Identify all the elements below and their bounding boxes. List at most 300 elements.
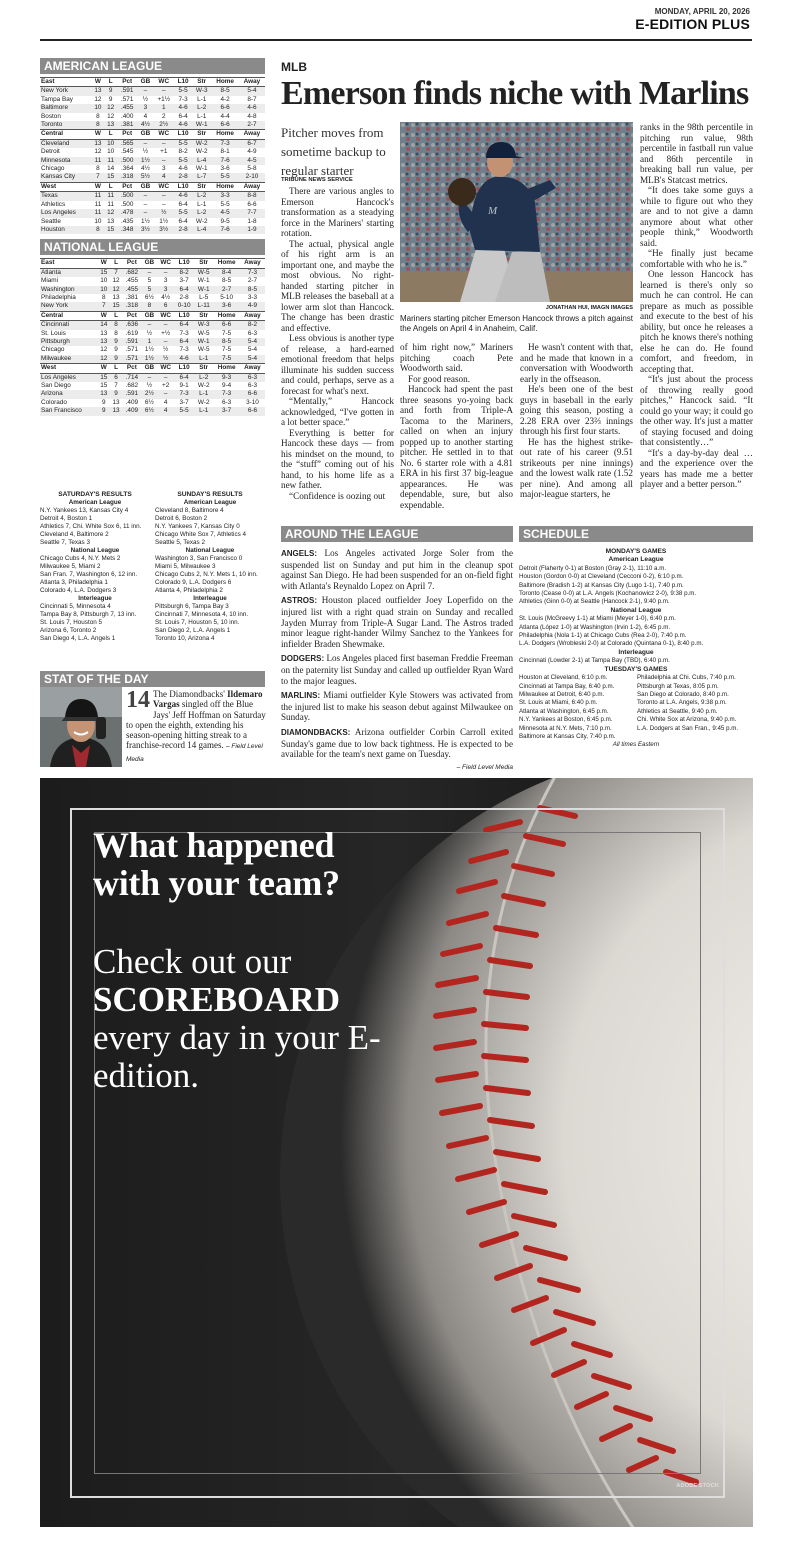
schedule-game: Toronto at L.A. Angels, 9:38 p.m. <box>637 699 727 707</box>
team-stat: 6-4 <box>178 217 188 225</box>
news-team-tag: MARLINS: <box>281 691 321 701</box>
team-stat: 6-4 <box>174 338 194 346</box>
team-stat: 4-5 <box>211 209 239 217</box>
column-header: L <box>104 182 117 191</box>
team-stat: – <box>157 338 174 346</box>
player-photo <box>40 687 122 767</box>
schedule-game: Houston at Cleveland, 6:10 p.m. <box>519 674 608 682</box>
article-paragraph: He has the highest strike-out rate of his career (9.51 strikeouts per nine innings) and the lowest walk rate (1.52 per nine). And among all major-league starters, he <box>520 436 633 499</box>
team-name: Athletics <box>41 200 66 208</box>
team-stat: 3-6 <box>220 165 230 173</box>
team-stat: 15 <box>110 302 122 311</box>
column-header: L10 <box>174 311 194 320</box>
team-stat: W-3 <box>194 321 213 330</box>
news-item <box>281 653 513 686</box>
results-league-header: National League <box>185 547 235 554</box>
team-stat: 8-5 <box>211 87 239 96</box>
team-stat: ½ <box>154 209 174 217</box>
result-line: Cincinnati 7, Minnesota 4, 10 inn. <box>155 611 249 618</box>
team-stat: 3-3 <box>211 192 239 201</box>
team-stat: 2-8 <box>174 226 192 234</box>
ad-line-1: Check out our <box>93 942 292 981</box>
team-stat: 8 <box>92 121 105 130</box>
team-stat: 1½ <box>144 346 154 354</box>
team-stat: 7 <box>98 302 110 311</box>
team-stat: – <box>137 139 153 148</box>
team-name: St. Louis <box>41 329 66 337</box>
column-header: L10 <box>174 130 192 139</box>
team-stat: 5-8 <box>247 165 257 173</box>
team-stat: 4-9 <box>247 148 257 156</box>
team-row <box>40 96 265 104</box>
column-header: Pct <box>122 364 141 373</box>
team-stat: .682 <box>122 268 141 277</box>
result-line: Seattle 5, Texas 2 <box>155 539 205 546</box>
team-stat: 2-7 <box>239 121 265 130</box>
team-stat: ½ <box>157 355 174 364</box>
division-name: Central <box>40 130 92 139</box>
schedule-note: All times Eastern <box>612 741 660 749</box>
ad-line-3: every day in your E-edition. <box>93 1018 381 1095</box>
column-header: WC <box>154 182 174 191</box>
news-team-tag: ANGELS: <box>281 549 317 558</box>
column-header: Home <box>213 364 240 373</box>
team-stat: .619 <box>125 329 139 337</box>
column-header: Str <box>192 182 211 191</box>
team-stat: .500 <box>117 157 137 165</box>
team-stat: .682 <box>125 382 139 389</box>
team-stat: 4½ <box>161 293 171 301</box>
team-row <box>40 286 265 294</box>
schedule-game: St. Louis at Miami, 6:40 p.m. <box>519 699 598 707</box>
team-stat: .591 <box>122 338 141 346</box>
team-stat: – <box>157 373 174 382</box>
column-header: GB <box>137 78 153 87</box>
team-name: New York <box>40 302 98 311</box>
team-stat: 6-6 <box>240 407 265 415</box>
team-stat: .318 <box>117 173 137 182</box>
team-name: Milwaukee <box>40 355 98 364</box>
team-stat: 2-8 <box>179 293 189 301</box>
team-stat: 8 <box>96 165 100 173</box>
team-name: Atlanta <box>40 268 98 277</box>
team-stat: – <box>157 390 174 398</box>
standings <box>40 58 265 416</box>
result-line: San Diego 2, L.A. Angels 1 <box>155 627 231 634</box>
team-stat: 1½ <box>159 217 169 225</box>
article-paragraph: For good reason. <box>408 373 471 384</box>
edition-title: E-EDITION PLUS <box>635 16 750 32</box>
column-header: GB <box>137 130 153 139</box>
around-title: AROUND THE LEAGUE <box>281 526 513 542</box>
team-stat: 3-7 <box>213 407 240 415</box>
team-stat: 5-4 <box>247 346 258 354</box>
article-paragraph: He's been one of the best guys in baseball in the early going this season, posting a 2.28 ERA over 23⅔ innings through his first four starts. <box>520 384 633 436</box>
schedule-game: Baltimore (Bradish 1-2) at Kansas City (Lugo 1-1), 7:40 p.m. <box>519 581 684 589</box>
team-name: San Francisco <box>40 407 98 415</box>
team-stat: +2 <box>162 382 170 389</box>
team-stat: W-1 <box>197 277 210 285</box>
schedule-game: Cincinnati at Tampa Bay, 6:40 p.m. <box>519 682 615 690</box>
news-text: Arizona outfielder Corbin Carroll exited Sunday's game due to low back tightness. He is expected to be available for the team's next game on Tuesday. <box>281 726 513 760</box>
team-stat: 8-5 <box>222 277 232 285</box>
team-stat: 15 <box>104 173 117 182</box>
nl-standings-table <box>40 258 265 415</box>
results-title: SUNDAY'S RESULTS <box>177 491 243 498</box>
column-header: GB <box>137 182 153 191</box>
monday-nl-games <box>519 615 753 649</box>
team-stat: 13 <box>112 293 120 301</box>
team-name: Cincinnati <box>40 321 98 330</box>
team-stat: – <box>142 268 158 277</box>
column-header: L10 <box>174 259 194 268</box>
team-stat: L-5 <box>199 293 209 301</box>
sunday-results <box>155 491 265 643</box>
team-stat: W-2 <box>195 148 208 156</box>
team-name: Chicago <box>41 346 65 354</box>
column-header: Away <box>239 182 265 191</box>
team-stat: 13 <box>104 121 117 130</box>
team-stat: 4½ <box>140 165 150 173</box>
team-stat: 6-3 <box>247 382 258 389</box>
team-stat: 4-4 <box>220 112 230 120</box>
news-team-tag: DIAMONDBACKS: <box>281 727 351 737</box>
team-stat: 6-3 <box>240 373 265 382</box>
team-stat: 3 <box>137 104 153 112</box>
article-paragraph: “Confidence is oozing out <box>289 490 386 501</box>
team-stat: 6-6 <box>213 321 240 330</box>
team-stat: L-4 <box>192 157 211 165</box>
stat-intro: The Diamondbacks' <box>153 689 225 699</box>
team-stat: 7-3 <box>179 346 189 354</box>
team-stat: 4-6 <box>239 104 265 112</box>
team-stat: 8 <box>96 112 100 120</box>
result-line: Atlanta 4, Philadelphia 2 <box>155 587 223 594</box>
team-stat: – <box>142 373 158 382</box>
team-stat: 12 <box>94 95 102 103</box>
team-stat: 7-5 <box>222 329 232 337</box>
article-paragraph: One lesson Hancock has learned is there's only so much he can control. He can prepare as much as possible and execute to the best of his ability, but once he releases a pitch he knows there's nothing else he can do. He found comfort, and freedom, in accepting that. <box>640 269 753 374</box>
result-line: N.Y. Yankees 7, Kansas City 0 <box>155 523 240 530</box>
news-item <box>281 595 513 649</box>
column-header: W <box>92 182 105 191</box>
team-row <box>40 173 265 182</box>
result-line: N.Y. Yankees 13, Kansas City 4 <box>40 507 129 514</box>
team-stat: – <box>161 200 166 208</box>
team-stat: 1-9 <box>239 226 265 234</box>
team-name: Toronto <box>40 121 92 130</box>
team-row <box>40 399 265 407</box>
team-stat: 5 <box>147 277 152 285</box>
scoreboard-ad <box>40 778 753 1527</box>
team-stat: 5-5 <box>174 407 194 415</box>
column-header: W <box>98 311 110 320</box>
team-stat: 4-5 <box>239 157 265 165</box>
byline: TRIBUNE NEWS SERVICE <box>281 177 353 183</box>
result-line: Toronto 10, Arizona 4 <box>155 635 215 642</box>
team-stat: 5-4 <box>240 338 265 346</box>
schedule-game: N.Y. Yankees at Boston, 6:45 p.m. <box>519 716 613 724</box>
team-stat: L-2 <box>194 373 213 382</box>
team-stat: ½ <box>146 382 153 389</box>
column-header: Away <box>239 78 265 87</box>
news-team-tag: DODGERS: <box>281 654 325 664</box>
team-stat: .500 <box>120 200 134 208</box>
team-stat: W-1 <box>192 121 211 130</box>
team-stat: W-1 <box>194 338 213 346</box>
article-column-2 <box>400 342 513 510</box>
team-stat: 3-3 <box>247 293 258 301</box>
article-paragraph: He wasn't content with that, and he made that known in a conversation with Woodworth early in the offseason. <box>520 342 633 384</box>
team-stat: 6-4 <box>174 373 194 382</box>
team-stat: 1½ <box>140 217 150 225</box>
column-header: GB <box>142 259 158 268</box>
team-stat: 12 <box>107 112 115 120</box>
article-paragraph: Everything is better for Hancock these days — from his mindset on the mound, to the “stuff” coming out of his hand, to his home life as a new father. <box>281 427 394 490</box>
column-header: WC <box>157 364 174 373</box>
team-stat: 13 <box>110 407 122 415</box>
ad-credit: ADOBE STOCK <box>676 1483 719 1489</box>
schedule-game: Minnesota at N.Y. Mets, 7:10 p.m. <box>519 724 612 732</box>
results-league-header: Interleague <box>193 595 227 602</box>
ad-headline: What happened with your team? <box>93 825 340 903</box>
stat-of-the-day <box>40 671 266 763</box>
team-row <box>40 277 265 285</box>
article-paragraph: “It does take some guys a while to figure out who they are and to not give a damn anymore about what other people think,” Woodworth said. <box>640 185 753 248</box>
tuesday-games-right <box>637 674 753 741</box>
team-stat: 10 <box>98 286 110 294</box>
article-paragraph: ranks in the 98th percentile in pitching run value, 98th percentile in fastball run value and 86th percentile in breaking ball run value, per MLB's Statcast metrics. <box>640 122 753 185</box>
team-stat: 2½ <box>142 390 158 398</box>
column-header: W <box>92 78 105 87</box>
team-stat: 9 <box>110 355 122 364</box>
team-stat: 5-4 <box>240 355 265 364</box>
schedule-game: Toronto (Cease 0-0) at L.A. Angels (Kochanowicz 2-0), 9:38 p.m. <box>519 590 697 598</box>
news-item <box>281 727 513 760</box>
team-stat: .478 <box>117 209 137 217</box>
result-line: San Diego 4, L.A. Angels 1 <box>40 635 116 642</box>
team-stat: 13 <box>98 390 110 398</box>
column-header: L <box>104 130 117 139</box>
column-header: Home <box>211 182 239 191</box>
team-stat: .565 <box>117 139 137 148</box>
team-name: Philadelphia <box>41 293 76 301</box>
team-stat: 8 <box>110 321 122 330</box>
column-header: Str <box>192 130 211 139</box>
team-stat: W-1 <box>194 286 213 294</box>
schedule-game: Milwaukee at Detroit, 6:40 p.m. <box>519 690 605 698</box>
team-stat: 15 <box>98 373 110 382</box>
team-stat: 4 <box>163 398 168 406</box>
team-stat: 6-6 <box>211 104 239 112</box>
result-line: Colorado 4, L.A. Dodgers 3 <box>40 587 117 594</box>
stat-title: STAT OF THE DAY <box>40 671 265 687</box>
team-stat: 12 <box>104 209 117 217</box>
monday-nl-header: National League <box>610 606 662 614</box>
team-stat: 7 <box>114 382 118 389</box>
team-stat: – <box>154 157 174 165</box>
column-header: Away <box>240 311 265 320</box>
column-header: L10 <box>174 78 192 87</box>
team-stat: 12 <box>104 104 117 112</box>
monday-il-header: Interleague <box>618 648 654 656</box>
team-stat: 11 <box>92 209 105 217</box>
team-stat: 9-1 <box>179 382 189 389</box>
team-row <box>40 407 265 415</box>
team-stat: .636 <box>122 321 141 330</box>
team-row <box>40 113 265 121</box>
column-header: L <box>110 259 122 268</box>
team-stat: 7-3 <box>179 329 189 337</box>
team-stat: 13 <box>100 329 108 337</box>
team-stat: 15 <box>98 268 110 277</box>
division-header-row <box>40 364 265 373</box>
team-name: Washington <box>40 286 98 294</box>
nl-standings-title: NATIONAL LEAGUE <box>40 239 265 255</box>
result-line: Cleveland 4, Baltimore 2 <box>40 531 109 538</box>
schedule-game: Cincinnati (Lowder 2-1) at Tampa Bay (TBD), 6:40 p.m. <box>519 657 670 665</box>
results <box>40 491 265 643</box>
team-stat: .318 <box>122 302 141 311</box>
team-stat: 8 <box>114 329 118 337</box>
team-stat: 8-2 <box>174 268 194 277</box>
result-line: Colorado 9, L.A. Dodgers 6 <box>155 579 232 586</box>
column-header: Home <box>211 78 239 87</box>
article-paragraph: “Mentally,” Hancock acknowledged, “I've gotten in a lot better space.” <box>281 396 394 427</box>
team-row <box>40 87 265 96</box>
team-row <box>40 302 265 311</box>
team-stat: W-2 <box>195 217 208 225</box>
team-stat: 12 <box>98 355 110 364</box>
team-stat: 13 <box>107 217 115 225</box>
team-row <box>40 165 265 173</box>
team-stat: 4-6 <box>174 355 194 364</box>
deck: Pitcher moves from sometime backup to regular starter <box>281 125 386 178</box>
team-stat: .348 <box>117 226 137 234</box>
team-stat: 9-5 <box>220 217 230 225</box>
division-name: East <box>40 78 92 87</box>
team-stat: 3½ <box>137 226 153 234</box>
team-row <box>40 209 265 217</box>
team-stat: L-7 <box>192 173 211 182</box>
team-stat: 13 <box>92 87 105 96</box>
team-stat: 3½ <box>154 226 174 234</box>
team-stat: ½ <box>163 346 169 354</box>
column-header: Str <box>194 311 213 320</box>
column-header: Pct <box>117 182 137 191</box>
tuesday-games-left <box>519 674 635 741</box>
team-stat: 6-4 <box>178 112 188 120</box>
team-row <box>40 148 265 156</box>
team-stat: 5-5 <box>174 87 192 96</box>
team-name: Arizona <box>40 390 98 398</box>
team-stat: .545 <box>120 148 134 156</box>
column-header: Away <box>240 259 265 268</box>
team-row <box>40 346 265 354</box>
team-stat: – <box>154 87 174 96</box>
team-stat: 13 <box>92 139 105 148</box>
team-stat: 7-3 <box>211 139 239 148</box>
team-stat: L-4 <box>192 226 211 234</box>
schedule-game: San Diego at Colorado, 8:40 p.m. <box>637 690 729 698</box>
team-name: Los Angeles <box>40 209 92 217</box>
column-header: Away <box>240 364 265 373</box>
team-row <box>40 226 265 234</box>
team-stat: .381 <box>117 121 137 130</box>
team-stat: 9 <box>101 398 106 406</box>
result-line: Miami 5, Milwaukee 3 <box>155 563 216 570</box>
team-name: San Diego <box>41 382 71 389</box>
issue-date: MONDAY, APRIL 20, 2026 <box>654 7 750 16</box>
team-stat: .500 <box>117 192 137 201</box>
team-stat: W-2 <box>192 139 211 148</box>
team-name: Texas <box>40 192 92 201</box>
team-stat: 5-5 <box>220 200 230 208</box>
team-stat: 13 <box>112 398 120 406</box>
team-stat: 12 <box>112 277 120 285</box>
schedule-game: Philadelphia (Nola 1-1) at Chicago Cubs (Rea 2-0), 7:40 p.m. <box>519 632 687 640</box>
division-name: Central <box>40 311 98 320</box>
team-stat: 4-6 <box>174 121 192 130</box>
schedule-game: Atlanta (López 1-0) at Washington (Irvin 1-2), 6:45 p.m. <box>519 623 671 631</box>
team-name: Miami <box>41 277 59 285</box>
column-header: Away <box>239 130 265 139</box>
team-stat: ½ <box>146 329 153 337</box>
article-paragraph: of him right now,” Mariners pitching coach Pete Woodworth said. <box>400 342 513 373</box>
team-stat: 4-8 <box>247 112 257 120</box>
team-stat: ½ <box>142 95 149 103</box>
column-header: Pct <box>122 259 141 268</box>
team-stat: .381 <box>125 293 139 301</box>
article-column-1 <box>281 186 394 501</box>
team-stat: 4 <box>154 173 174 182</box>
team-row <box>40 218 265 226</box>
team-stat: 1½ <box>142 355 158 364</box>
article-paragraph: The actual, physical angle of his right arm is an important one, and maybe the most obvious. No right-handed starting pitcher in MLB releases the baseball at a lower arm slot than Hancock. The change has been drastic and effective. <box>281 238 394 333</box>
team-stat: 6-4 <box>178 200 188 208</box>
team-stat: .400 <box>120 112 134 120</box>
team-stat: L-2 <box>192 192 211 201</box>
column-header: Home <box>213 259 240 268</box>
team-stat: – <box>154 192 174 201</box>
division-header-row <box>40 130 265 139</box>
article-paragraph: “It's a day-by-day deal … and the experience over the years has made me a better player and a better person.” <box>640 447 753 489</box>
around-the-league <box>281 526 513 771</box>
team-stat: 9 <box>114 346 118 354</box>
result-line: Seattle 7, Texas 3 <box>40 539 90 546</box>
team-stat: 10 <box>107 148 115 156</box>
team-stat: 6-3 <box>222 398 232 406</box>
team-stat: .571 <box>125 346 139 354</box>
team-stat: 11 <box>92 157 105 165</box>
result-line: Chicago Cubs 4, N.Y. Mets 2 <box>40 555 121 562</box>
team-stat: 9 <box>104 87 117 96</box>
team-stat: 7 <box>92 173 105 182</box>
team-stat: .571 <box>122 355 141 364</box>
team-stat: 7-7 <box>239 209 265 217</box>
team-stat: – <box>157 268 174 277</box>
team-stat: 15 <box>100 382 108 389</box>
team-stat: 10 <box>94 217 102 225</box>
team-row <box>40 201 265 209</box>
result-line: Chicago White Sox 7, Athletics 4 <box>155 531 247 538</box>
team-stat: 8-1 <box>220 148 230 156</box>
team-name: Boston <box>41 112 61 120</box>
team-name: Minnesota <box>40 157 92 165</box>
team-stat: 11 <box>94 200 102 208</box>
team-stat: 5-5 <box>174 139 192 148</box>
team-stat: .714 <box>122 373 141 382</box>
